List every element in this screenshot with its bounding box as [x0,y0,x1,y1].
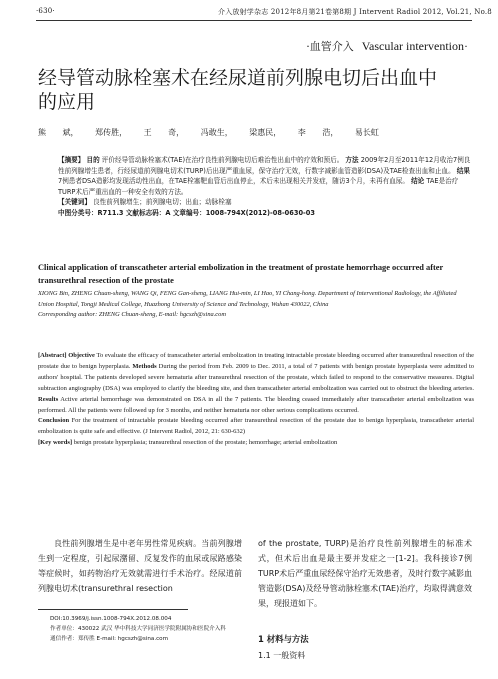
conclusion-en-text: For the treatment of intractable prostate bleeding occurred after transurethral resection of the prostate due to benign hyperplasia, transcatheter arterial embolization is quite safe and effective. (J Intervent Radiol, 2012, 21: 630-632) [38,417,475,436]
abstract-label: 【摘要】 [58,156,85,164]
objective-text: 评价经导管动脉栓塞术(TAE)在治疗良性前列腺电切后难治性出血中的疗效和预后。 [101,156,344,164]
keywords-en-text: benign prostate hyperplasia; transurethral resection of the prostate; hemorrhage; arterial embolization [73,439,338,447]
keywords-text: 良性前列腺增生；前列腺电切；出血；动脉栓塞 [93,198,232,207]
authors-cn: 熊 斌， 郑传胜， 王 奇， 冯敢生， 梁惠民， 李 浩， 易长虹 [38,128,379,137]
subsection-heading-1-1: 1.1 一般资料 [258,651,306,660]
authors-affiliation-en [38,289,474,321]
page-number: ·630· [36,7,55,15]
body-text-left: 良性前列腺增生是中老年男性常见疾病。当前列腺增生到一定程度，引起尿潴留、反复发作的血尿或尿路感染等症候时，如药物治疗无效就需进行手术治疗。经尿道前列腺电切术(transurethral resection [38,539,242,593]
methods-en-text: During the period from Feb. 2009 to Dec. 2011, a total of 7 patients with benign prostate hyperplasia were admitted to authors' hospital. The patients developed severe hematuria after transurethral resection of the prostate, which failed to respond to the conservative measures. Digital subtraction angiography (DSA) was employed to clarify the bleeding site, and then transcatheter arterial embolization was carried out to obstruct the bleeding arteries. [38,362,475,392]
result-text: 7例患者DSA造影均发现活动性出血，在TAE栓塞靶血管后出血停止，术后未出现相关并发症，随访3个月，未再有血尿。 [58,177,409,186]
results-en-text: Active arterial hemorrhage was demonstrated on DSA in all the 7 patients. The bleeding ceased immediately after transcatheter arterial embolization was performed. All the patients were followed up for 3 months, and neither hematuria nor other serious complications occurred. [38,395,474,414]
section-heading-1: 1 材料与方法 [258,634,309,644]
footnote-rule [38,609,188,610]
abstract-en [38,351,474,449]
classification-line: 中图分类号：R711.3 文献标志码：A 文章编号：1008-794X(2012)-08-0630-03 [58,208,315,217]
section-tag [306,38,468,54]
keywords-label: 【关键词】 [58,198,91,207]
header-rule [36,20,472,21]
method-label: 方法 [345,156,359,164]
conclusion-label: 结论 [411,177,425,186]
conclusion-en-label: Conclusion [38,417,70,425]
footnote-doi: DOI:10.3969/j.issn.1008-794X.2012.08.004 [50,616,172,622]
abstract-en-label: [Abstract] [38,352,67,359]
running-header: 介入放射学杂志 2012年8月第21卷第8期 J Intervent Radiol 2012, Vol.21, No.8 [218,8,492,16]
footnote-affiliation: 作者单位：430022 武汉 华中科技大学同济医学院附属协和医院介入科 [50,626,226,633]
methods-en-label: Methods [132,362,157,370]
objective-label: 目的 [86,156,100,164]
keywords-en-label: [Key words] [38,439,73,447]
footnotes [50,614,250,645]
results-en-label: Results [38,395,59,403]
authors-en-text: XIONG Bin, ZHENG Chuan-sheng, WANG Qi, FENG Gan-sheng, LIANG Hui-min, LI Hao, YI Chang-hong. Department of Interventional Radiology, the Affiliated Union Hospital, Tongji Medical College, Huazhong University of Science and Technology, Wuhan 430022, China [38,290,457,308]
footnote-corresponding: 通信作者：郑传胜 E-mail: hgcszh@sina.com [50,636,169,643]
abstract-cn [58,155,472,219]
objective-en-label: Objective [68,352,95,359]
section-tag-cn: ·血管介入 [306,40,354,53]
result-label: 结果 [456,166,470,175]
objective-en-text: To evaluate the efficacy of transcatheter arterial embolization in treating intractable prostate bleeding occurred after transurethral resection of the prostate due to benign hyperplasia. [38,352,475,370]
section-tag-en: Vascular intervention· [361,39,468,53]
article-title-cn: 经导管动脉栓塞术在经尿道前列腺电切后出血中的应用 [38,67,438,113]
method-text: 2009年2月至2011年12月收治7例良性前列腺增生患者，行经尿道前列腺电切术(TURP)后出现严重血尿，保守治疗无效，行数字减影血管造影(DSA)及TAE检查出血和止血。 [58,156,471,175]
corresponding-author: Corresponding author: ZHENG Chuan-sheng, E-mail: hgcszh@sina.com [38,311,226,318]
body-text-right: of the prostate, TURP)是治疗良性前列腺增生的标准术式，但术后出血是最主要并发症之一[1-2]。我科接诊7例TURP术后严重血尿经保守治疗无效患者，及时行数字减影血管造影(DSA)及经导管动脉栓塞术(TAE)治疗，均取得满意效果，现报道如下。 [258,539,472,608]
conclusion-text: TAE是治疗TURP术后严重出血的一种安全有效的方法。 [58,177,459,196]
article-title-en: Clinical application of transcatheter arterial embolization in the treatment of prostate hemorrhage occurred after transurethral resection of the prostate [38,263,444,285]
